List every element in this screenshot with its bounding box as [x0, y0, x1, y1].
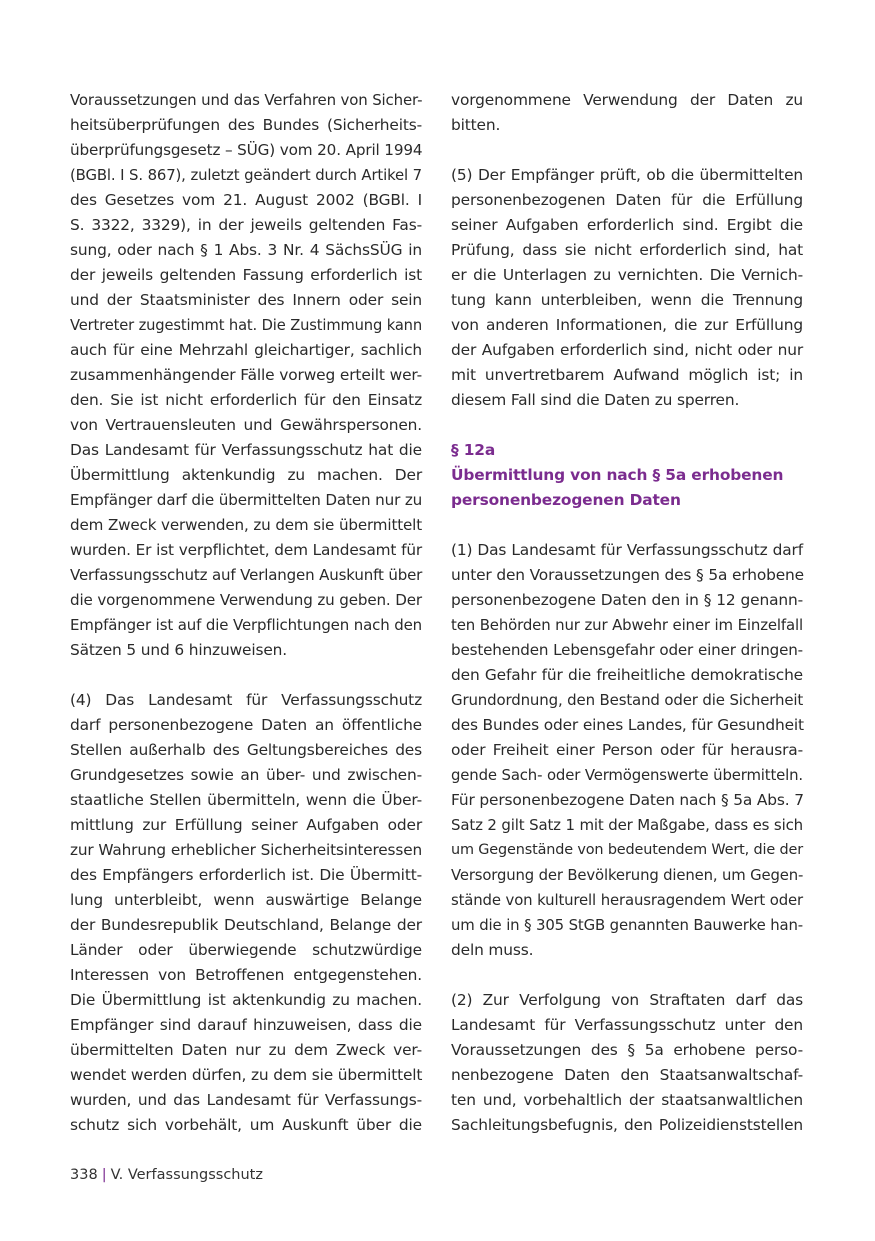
text-line: und der Staatsminister des Innern oder sein — [70, 291, 422, 309]
section-heading-12a — [451, 438, 803, 513]
left-column — [70, 88, 422, 1138]
text-line: Empfänger ist auf die Verpflichtungen nach den — [70, 616, 422, 634]
text-line: überprüfungsgesetz – SÜG) vom 20. April 1994 — [70, 141, 423, 159]
text-line: der Bundesrepublik Deutschland, Belange der — [70, 916, 422, 934]
text-line: mit unvertretbarem Aufwand möglich ist; in — [451, 366, 803, 384]
text-line: des Bundes oder eines Landes, für Gesundheit — [451, 716, 804, 734]
text-line: diesem Fall sind die Daten zu sperren. — [451, 391, 740, 409]
text-line: § 12a — [451, 441, 496, 459]
text-line: der jeweils geltenden Fassung erforderlich ist — [70, 266, 422, 284]
text-line: Prüfung, dass sie nicht erforderlich sind, hat — [451, 241, 803, 259]
text-line: stände von kulturell herausragendem Wert oder — [451, 891, 803, 909]
text-line: bitten. — [451, 116, 501, 134]
text-line: des Empfängers erforderlich ist. Die Übermitt- — [70, 866, 422, 884]
text-line: schutz sich vorbehält, um Auskunft über die — [70, 1116, 422, 1134]
text-line: (5) Der Empfänger prüft, ob die übermittelten — [451, 166, 803, 184]
text-line: von Vertrauensleuten und Gewährspersonen. — [70, 416, 422, 434]
text-line: unter den Voraussetzungen des § 5a erhobene — [451, 566, 804, 584]
text-line: Sachleitungsbefugnis, den Polizeidienststellen — [451, 1116, 803, 1134]
text-line: dem Zweck verwenden, zu dem sie übermittelt — [70, 516, 422, 534]
page-number: 338 — [70, 1167, 98, 1183]
text-line: gende Sach- oder Vermögenswerte übermitteln. — [451, 766, 803, 784]
text-line: um die in § 305 StGB genannten Bauwerke han- — [451, 916, 803, 934]
text-line: personenbezogenen Daten für die Erfüllung — [451, 191, 803, 209]
text-line: oder Freiheit einer Person oder für herausra- — [451, 741, 803, 759]
page-footer — [70, 1164, 263, 1186]
text-line: sung, oder nach § 1 Abs. 3 Nr. 4 SächsSÜG in — [70, 241, 422, 259]
text-line: Für personenbezogene Daten nach § 5a Abs. 7 — [451, 791, 804, 809]
text-line: ten und, vorbehaltlich der staatsanwaltlichen — [451, 1091, 803, 1109]
text-line: heitsüberprüfungen des Bundes (Sicherheits- — [70, 116, 422, 134]
paragraph-5 — [451, 163, 803, 413]
footer-section-title: V. Verfassungsschutz — [110, 1167, 263, 1183]
text-line: personenbezogenen Daten — [451, 491, 681, 509]
text-line: (1) Das Landesamt für Verfassungsschutz darf — [451, 541, 803, 559]
text-line: übermittelten Daten nur zu dem Zweck ver- — [70, 1041, 422, 1059]
text-line: wendet werden dürfen, zu dem sie übermittelt — [70, 1066, 423, 1084]
text-line: Verfassungsschutz auf Verlangen Auskunft über — [70, 566, 423, 584]
paragraph-4 — [70, 688, 422, 1138]
footer-separator: | — [101, 1167, 107, 1183]
text-line: Empfänger sind darauf hinzuweisen, dass die — [70, 1016, 422, 1034]
text-line: Empfänger darf die übermittelten Daten nur zu — [70, 491, 423, 509]
text-line: er die Unterlagen zu vernichten. Die Vernich- — [451, 266, 803, 284]
text-line: tung kann unterbleiben, wenn die Trennung — [451, 291, 803, 309]
text-line: Vertreter zugestimmt hat. Die Zustimmung kann — [70, 317, 422, 334]
text-line: des Gesetzes vom 21. August 2002 (BGBl. I — [70, 191, 422, 209]
text-line: Voraussetzungen des § 5a erhobene perso- — [451, 1041, 803, 1059]
text-line: Interessen von Betroffenen entgegenstehen. — [70, 966, 422, 984]
text-line: zur Wahrung erheblicher Sicherheitsinteressen — [70, 841, 422, 859]
text-line: Übermittlung von nach § 5a erhobenen — [451, 466, 784, 484]
right-column — [451, 88, 803, 1138]
text-line: Übermittlung aktenkundig zu machen. Der — [70, 466, 422, 484]
paragraph-4-continuation — [451, 88, 803, 138]
text-line: ten Behörden nur zur Abwehr einer im Einzelfall — [451, 616, 803, 634]
text-line: die vorgenommene Verwendung zu geben. Der — [70, 591, 422, 609]
text-line: vorgenommene Verwendung der Daten zu — [451, 91, 803, 109]
text-line: wurden, und das Landesamt für Verfassungs- — [70, 1091, 422, 1109]
text-line: um Gegenstände von bedeutendem Wert, die der — [451, 842, 803, 858]
text-line: Satz 2 gilt Satz 1 mit der Maßgabe, dass es sich — [451, 816, 804, 834]
text-line: S. 3322, 3329), in der jeweils geltenden Fas- — [70, 216, 422, 234]
text-line: Versorgung der Bevölkerung dienen, um Gegen- — [451, 866, 804, 884]
text-line: Grundgesetzes sowie an über- und zwischen- — [70, 766, 422, 784]
paragraph-3-continuation — [70, 88, 422, 663]
text-line: der Aufgaben erforderlich sind, nicht oder nur — [451, 341, 803, 359]
text-line: wurden. Er ist verpflichtet, dem Landesamt für — [70, 541, 422, 559]
text-line: deln muss. — [451, 941, 534, 959]
text-line: staatliche Stellen übermitteln, wenn die Über- — [70, 791, 422, 809]
text-line: Das Landesamt für Verfassungsschutz hat die — [70, 441, 422, 459]
paragraph-1 — [451, 538, 803, 963]
text-line: bestehenden Lebensgefahr oder einer dringen- — [451, 641, 803, 659]
text-line: nenbezogene Daten den Staatsanwaltschaf- — [451, 1066, 803, 1084]
text-line: auch für eine Mehrzahl gleichartiger, sachlich — [70, 341, 422, 359]
text-line: mittlung zur Erfüllung seiner Aufgaben oder — [70, 816, 422, 834]
text-line: (4) Das Landesamt für Verfassungsschutz — [70, 691, 422, 709]
text-line: Sätzen 5 und 6 hinzuweisen. — [70, 641, 288, 659]
text-line: personenbezogene Daten den in § 12 genann- — [451, 591, 803, 609]
text-line: Länder oder überwiegende schutzwürdige — [70, 941, 422, 959]
paragraph-2 — [451, 988, 803, 1138]
text-line: (2) Zur Verfolgung von Straftaten darf das — [451, 991, 803, 1009]
text-line: darf personenbezogene Daten an öffentliche — [70, 716, 422, 734]
text-line: seiner Aufgaben erforderlich sind. Ergibt die — [451, 216, 803, 234]
text-line: Landesamt für Verfassungsschutz unter den — [451, 1016, 803, 1034]
text-line: Grundordnung, den Bestand oder die Sicherheit — [451, 691, 804, 709]
text-line: lung unterbleibt, wenn auswärtige Belange — [70, 891, 422, 909]
text-line: Voraussetzungen und das Verfahren von Sicher- — [70, 91, 423, 109]
text-line: zusammenhängender Fälle vorweg erteilt wer- — [70, 366, 422, 384]
text-line: den Gefahr für die freiheitliche demokratische — [451, 666, 803, 684]
text-line: Die Übermittlung ist aktenkundig zu machen. — [70, 991, 422, 1009]
text-line: von anderen Informationen, die zur Erfüllung — [451, 316, 803, 334]
text-line: (BGBl. I S. 867), zuletzt geändert durch Artikel 7 — [70, 166, 422, 184]
text-line: Stellen außerhalb des Geltungsbereiches des — [70, 741, 422, 759]
text-line: den. Sie ist nicht erforderlich für den Einsatz — [70, 391, 422, 409]
